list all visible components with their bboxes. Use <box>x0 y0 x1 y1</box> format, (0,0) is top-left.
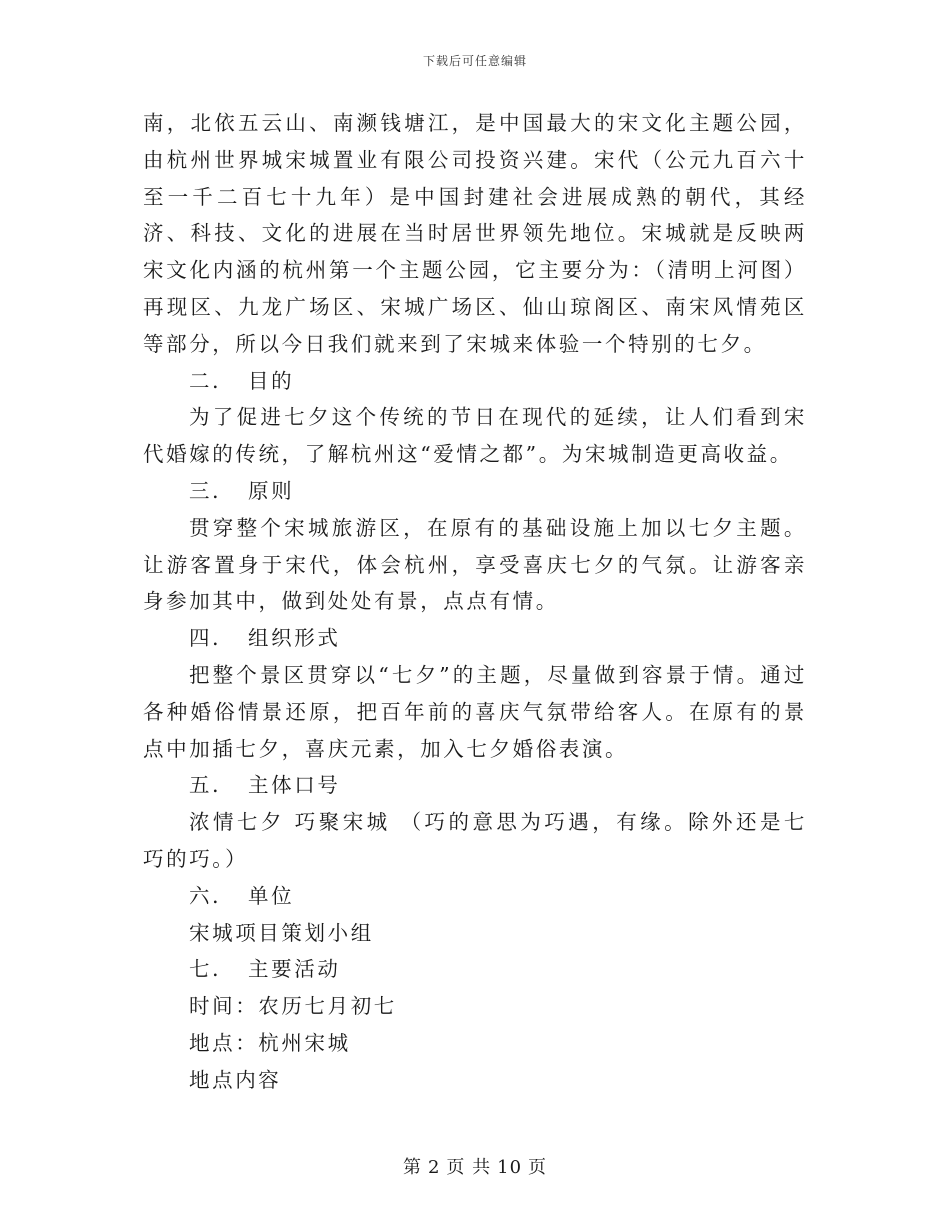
section-heading-purpose: 二． 目的 <box>189 368 295 393</box>
section-text-unit: 宋城项目策划小组 <box>189 920 374 945</box>
section-text-purpose: 为了促进七夕这个传统的节日在现代的延续，让人们看到宋代婚嫁的传统，了解杭州这“爱情之都”。为宋城制造更高收益。 <box>143 405 807 467</box>
activity-time: 时间：农历七月初七 <box>189 994 397 1019</box>
intro-paragraph: 南，北依五云山、南濒钱塘江，是中国最大的宋文化主题公园，由杭州世界城宋城置业有限公司投资兴建。宋代（公元九百六十至一千二百七十九年）是中国封建社会进展成熟的朝代，其经济、科技、文化的进展在当时居世界领先地位。宋城就是反映两宋文化内涵的杭州第一个主题公园，它主要分为：（清明上河图）再现区、九龙广场区、宋城广场区、仙山琼阁区、南宋风情苑区等部分，所以今日我们就来到了宋城来体验一个特别的七夕。 <box>143 111 807 356</box>
footer-total-pages: 10 <box>497 1157 523 1178</box>
section-heading-unit: 六． 单位 <box>189 883 295 908</box>
activity-content: 地点内容 <box>189 1067 282 1092</box>
footer-page-number: 2 <box>427 1157 441 1178</box>
section-text-principle: 贯穿整个宋城旅游区，在原有的基础设施上加以七夕主题。让游客置身于宋代，体会杭州，享受喜庆七夕的气氛。让游客亲身参加其中，做到处处有景，点点有情。 <box>143 515 807 614</box>
activity-place: 地点：杭州宋城 <box>189 1030 351 1055</box>
section-text-slogan: 浓情七夕 巧聚宋城 （巧的意思为巧遇，有缘。除外还是七巧的巧。） <box>143 810 807 871</box>
footer-middle: 页 共 <box>446 1157 492 1178</box>
document-body <box>143 105 807 1099</box>
section-heading-principle: 三． 原则 <box>189 478 295 503</box>
section-heading-slogan: 五． 主体口号 <box>189 773 341 798</box>
section-heading-organization: 四． 组织形式 <box>189 626 341 651</box>
footer-prefix: 第 <box>402 1157 422 1178</box>
section-heading-activities: 七． 主要活动 <box>189 957 341 982</box>
page-footer <box>0 1153 950 1179</box>
page-header: 下载后可任意编辑 <box>422 54 527 68</box>
section-text-organization: 把整个景区贯穿以“七夕”的主题，尽量做到容景于情。通过各种婚俗情景还原，把百年前的喜庆气氛带给客人。在原有的景点中加插七夕，喜庆元素，加入七夕婚俗表演。 <box>143 662 807 761</box>
footer-suffix: 页 <box>528 1157 548 1178</box>
